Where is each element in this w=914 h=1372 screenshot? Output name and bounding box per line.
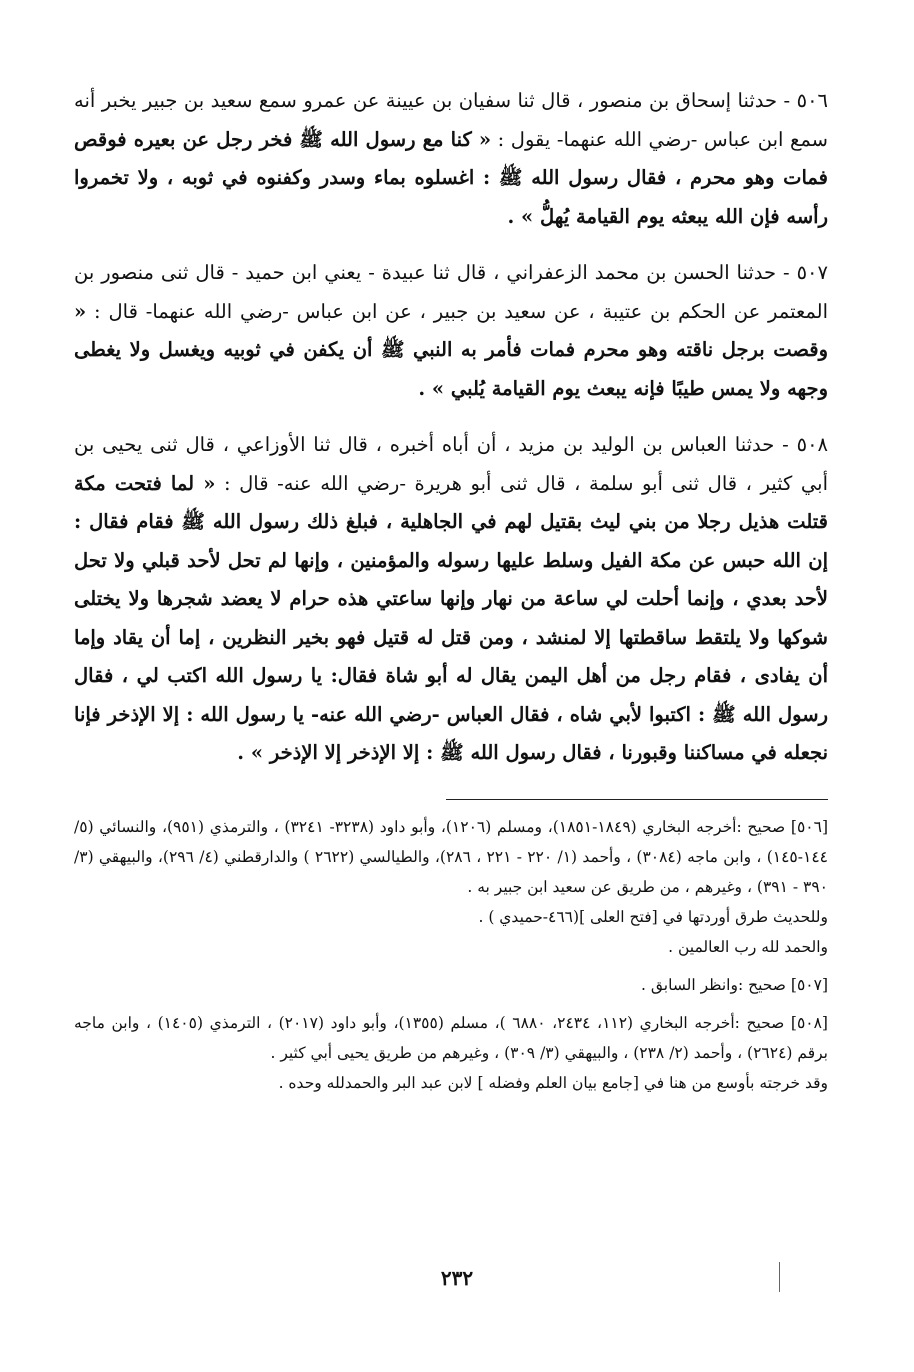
hadith-508 <box>74 426 828 773</box>
hadith-number: ٥٠٦ - <box>783 89 829 112</box>
footnote-508 <box>74 1008 828 1098</box>
hadith-507 <box>74 254 828 408</box>
hadith-506 <box>74 82 828 236</box>
footnote-text: [٥٠٨] صحيح :أخرجه البخاري (١١٢، ٢٤٣٤، ٦٨٨٠ )، مسلم (١٣٥٥)، وأبو داود (٢٠١٧) ، الترمذي (١٤٠٥) ، وابن ماجه برقم (٢٦٢٤) ، وأحمد (٢/ ٢٣٨) ، والبيهقي (٣/ ٣٠٩) ، وغيرهم من طريق يحيى أبي كثير . <box>74 1013 828 1062</box>
hadith-isnad: حدثنا العباس بن الوليد بن مزيد ، أن أباه أخبره ، قال ثنا الأوزاعي ، قال ثنى يحيى بن أبي كثير ، قال ثنى أبو سلمة ، قال ثنى أبو هريرة -رضي الله عنه- قال : <box>74 433 828 495</box>
hadith-matn: « لما فتحت مكة قتلت هذيل رجلا من بني ليث بقتيل لهم في الجاهلية ، فبلغ ذلك رسول الله ﷺ فقام فقال : إن الله حبس عن مكة الفيل وسلط عليها رسوله والمؤمنين ، وإنها لم تحل لأحد قبلي ولا تحل لأحد بعدي ، وإنما أحلت لي ساعة من نهار وإنها ساعتي هذه حرام لا يعضد شجرها ولا يختلى شوكها ولا يلتقط ساقطتها إلا لمنشد ، ومن قتل له قتيل فهو بخير النظرين ، إما أن يقاد وإما أن يفادى ، فقام رجل من أهل اليمن يقال له أبو شاة فقال: يا رسول الله اكتب لي ، فقال رسول الله ﷺ : اكتبوا لأبي شاه ، فقال العباس -رضي الله عنه- يا رسول الله : إلا الإذخر فإنا نجعله في مساكننا وقبورنا ، فقال رسول الله ﷺ : إلا الإذخر إلا الإذخر » . <box>74 471 828 764</box>
footnote-text: وقد خرجته بأوسع من هنا في [جامع بيان العلم وفضله ] لابن عبد البر والحمدلله وحده . <box>278 1073 828 1092</box>
footnote-text: [٥٠٦] صحيح :أخرجه البخاري (١٨٤٩-١٨٥١)، ومسلم (١٢٠٦)، وأبو داود (٣٢٣٨- ٣٢٤١) ، والترمذي (٩٥١)، والنسائي (٥/ ١٤٤-١٤٥) ، وابن ماجه (٣٠٨٤) ، وأحمد (١/ ٢٢٠ - ٢٢١ ، ٢٨٦)، والطيالسي (٢٦٢٢ ) والدارقطني (٤/ ٢٩٦)، والبيهقي (٣/ ٣٩٠ - ٣٩١) ، وغيرهم ، من طريق عن سعيد ابن جبير به . <box>74 817 829 896</box>
scan-margin-mark <box>779 1262 780 1292</box>
footnote-507 <box>74 970 828 1000</box>
footnote-506 <box>74 812 828 962</box>
hadith-number: ٥٠٧ - <box>783 261 828 284</box>
hadith-number: ٥٠٨ - <box>782 433 829 456</box>
hadith-isnad: حدثنا الحسن بن محمد الزعفراني ، قال ثنا عبيدة - يعني ابن حميد - قال ثنى منصور بن المعتمر عن الحكم بن عتيبة ، عن سعيد بن جبير ، عن ابن عباس -رضي الله عنهما- قال : <box>74 261 828 323</box>
hadith-matn: « وقصت برجل ناقته وهو محرم فمات فأمر به النبي ﷺ أن يكفن في ثوبيه ويغسل ولا يغطى وجهه ولا يمس طيبًا فإنه يبعث يوم القيامة يُلبي » . <box>74 299 828 400</box>
page-number: ٢٣٢ <box>440 1266 474 1290</box>
footnote-text: والحمد لله رب العالمين . <box>668 937 828 956</box>
footnote-separator <box>446 799 828 800</box>
footnote-text: وللحديث طرق أوردتها في [فتح العلى ](٤٦٦-حميدي ) . <box>478 907 828 926</box>
footnote-text: [٥٠٧] صحيح :وانظر السابق . <box>641 975 828 994</box>
hadith-isnad: حدثنا إسحاق بن منصور ، قال ثنا سفيان بن عيينة عن عمرو سمع سعيد بن جبير يخبر أنه سمع ابن عباس -رضي الله عنهما- يقول : <box>74 89 828 151</box>
hadith-matn: « كنا مع رسول الله ﷺ فخر رجل عن بعيره فوقص فمات وهو محرم ، فقال رسول الله ﷺ : اغسلوه بماء وسدر وكفنوه في ثوبه ، ولا تخمروا رأسه فإن الله يبعثه يوم القيامة يُهلُّ » . <box>74 127 828 228</box>
